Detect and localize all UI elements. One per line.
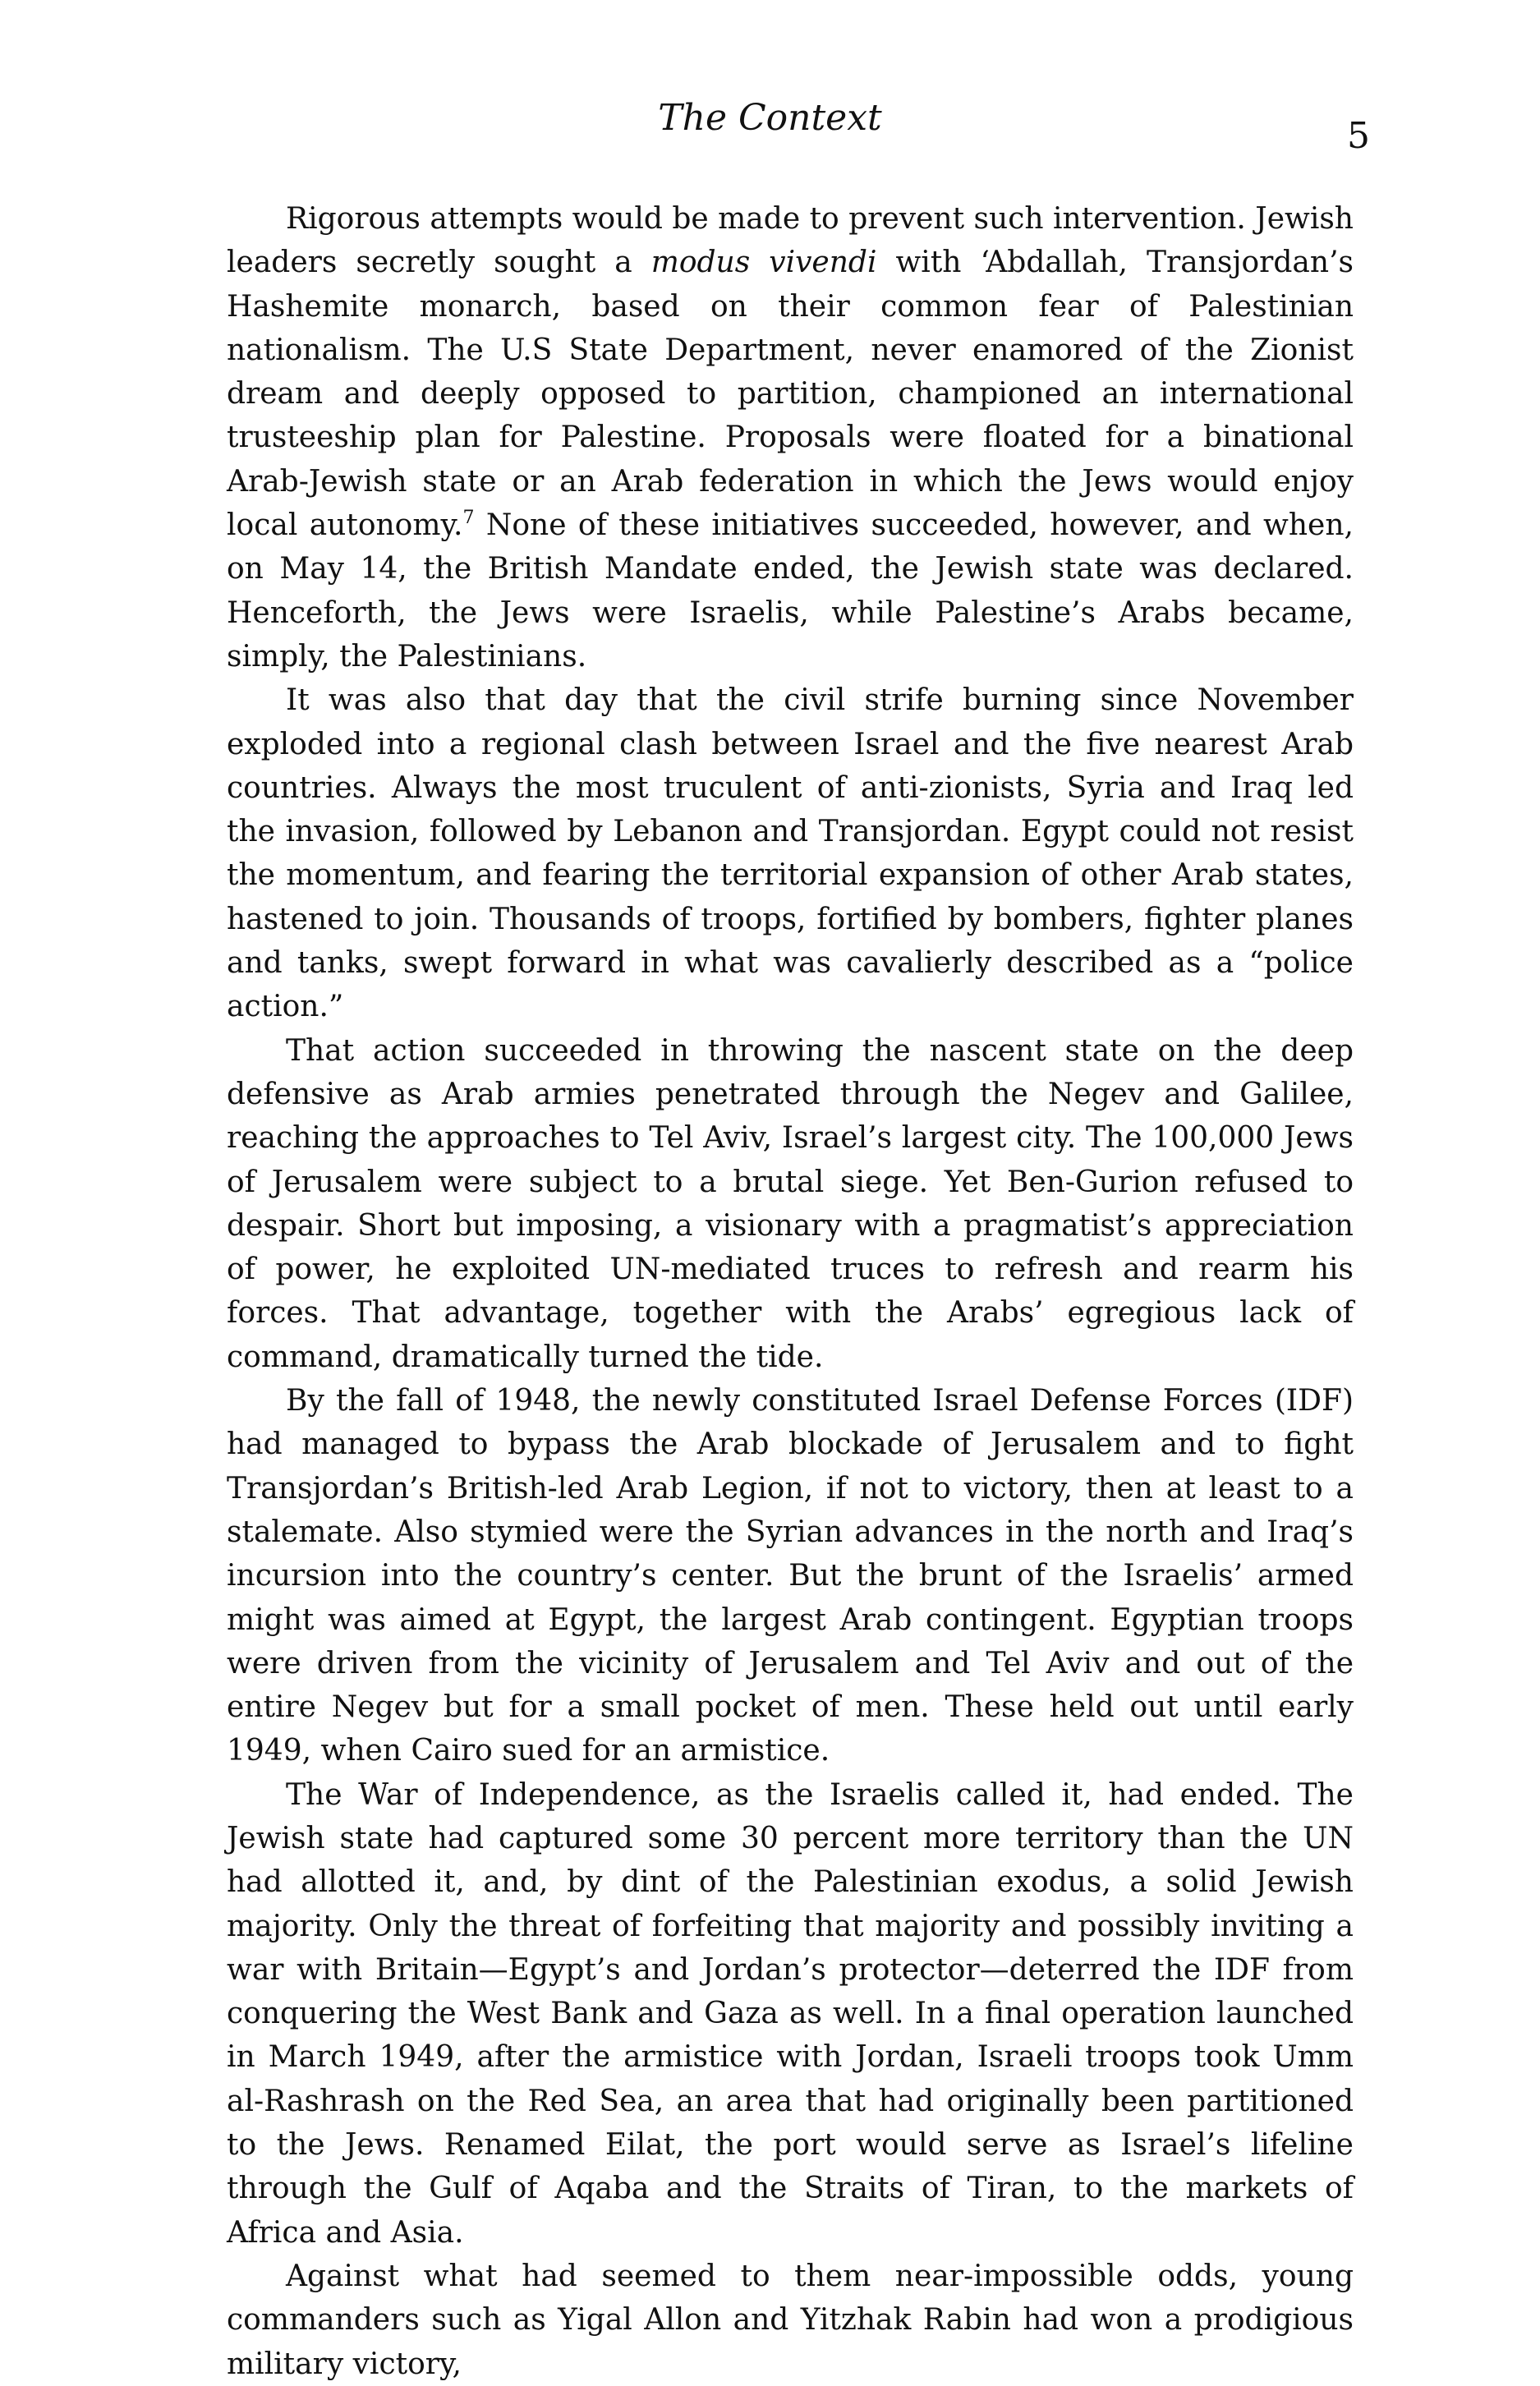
running-head: The Context [658, 97, 882, 139]
paragraph: Against what had seemed to them near-impossible odds, young commanders such as Yigal Allon and Yitzhak Rabin had won a prodigious military victory, [227, 2259, 1354, 2381]
paragraph-text: Rigorous attempts would be made to prevent such intervention. Jewish leaders secretly sought a [227, 202, 1354, 280]
paragraph: By the fall of 1948, the newly constituted Israel Defense Forces (IDF) had managed to bypass the Arab blockade of Jerusalem and to fight Transjordan’s British-led Arab Legion, if not to victory, then at least to a stalemate. Also stymied were the Syrian advances in the north and Iraq’s incursion into the country’s center. But the brunt of the Israelis’ armed might was aimed at Egypt, the largest Arab contingent. Egyptian troops were driven from the vicinity of Jerusalem and Tel Aviv and out of the entire Negev but for a small pocket of men. These held out until early 1949, when Cairo sued for an armistice. [227, 1384, 1354, 1768]
italic-phrase: modus vivendi [650, 246, 877, 280]
body-text [227, 197, 1354, 2386]
paragraph [227, 197, 1354, 678]
paragraph-text: with ‘Abdallah, Transjordan’s Hashemite monarch, based on their common fear of Palestinian nationalism. The U.S State Department, never enamored of the Zionist dream and deeply opposed to partition, championed an international trusteeship plan for Palestine. Proposals were floated for a binational Arab-Jewish state or an Arab federation in which the Jews would enjoy local autonomy. [227, 246, 1354, 543]
paragraph: It was also that day that the civil strife burning since November exploded into a regional clash between Israel and the five nearest Arab countries. Always the most truculent of anti-zionists, Syria and Iraq led the invasion, followed by Lebanon and Transjordan. Egypt could not resist the momentum, and fearing the territorial expansion of other Arab states, hastened to join. Thousands of troops, fortified by bombers, fighter planes and tanks, swept forward in what was cavalierly described as a “police action.” [227, 683, 1354, 1024]
paragraph: The War of Independence, as the Israelis called it, had ended. The Jewish state had captured some 30 percent more territory than the UN had allotted it, and, by dint of the Palestinian exodus, a solid Jewish majority. Only the threat of forfeiting that majority and possibly inviting a war with Britain—Egypt’s and Jordan’s protector—deterred the IDF from conquering the West Bank and Gaza as well. In a final operation launched in March 1949, after the armistice with Jordan, Israeli troops took Umm al-Rashrash on the Red Sea, an area that had originally been partitioned to the Jews. Renamed Eilat, the port would serve as Israel’s lifeline through the Gulf of Aqaba and the Straits of Tiran, to the markets of Africa and Asia. [227, 1777, 1354, 2250]
page-number: 5 [1347, 115, 1370, 157]
paragraph: That action succeeded in throwing the nascent state on the deep defensive as Arab armies penetrated through the Negev and Galilee, reaching the approaches to Tel Aviv, Israel’s largest city. The 100,000 Jews of Jerusalem were subject to a brutal siege. Yet Ben-Gurion refused to despair. Short but imposing, a visionary with a pragmatist’s appreciation of power, he exploited UN-mediated truces to refresh and rearm his forces. That advantage, together with the Arabs’ egregious lack of command, dramatically turned the tide. [227, 1033, 1354, 1374]
footnote-marker[interactable]: 7 [462, 508, 475, 529]
paragraph-text: None of these initiatives succeeded, however, and when, on May 14, the British Mandate ended, the Jewish state was declared. Henceforth, the Jews were Israelis, while Palestine’s Arabs became, simply, the Palestinians. [227, 508, 1354, 674]
